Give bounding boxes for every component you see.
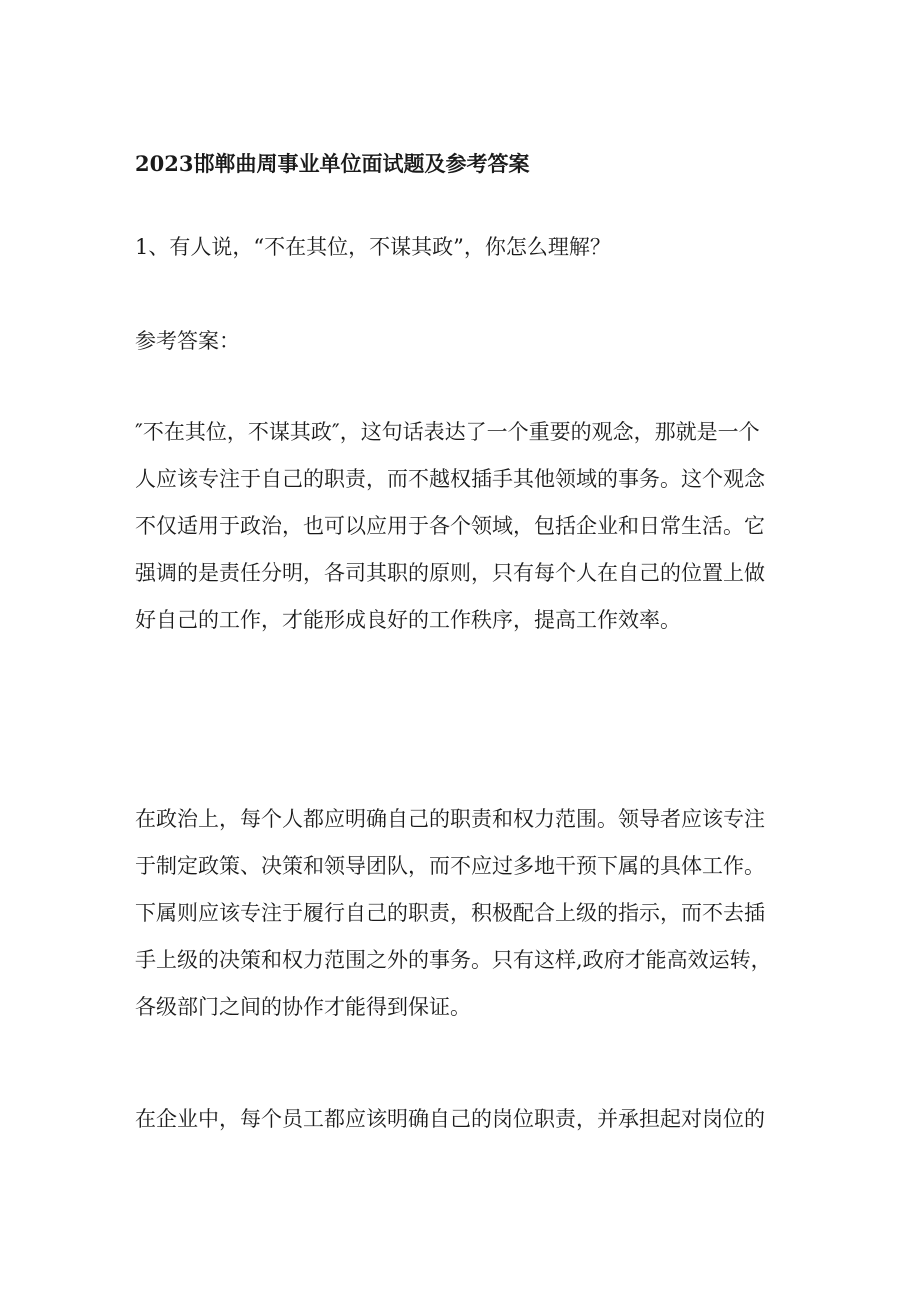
answer-paragraph-3 [135, 1096, 795, 1143]
paragraph-line: ″不在其位，不谋其政″，这句话表达了一个重要的观念，那就是一个 [135, 420, 760, 444]
paragraph-line: 好自己的工作，才能形成良好的工作秩序，提高工作效率。 [135, 608, 681, 632]
paragraph-line: 在企业中，每个员工都应该明确自己的岗位职责，并承担起对岗位的 [135, 1107, 765, 1131]
paragraph-line: 手上级的决策和权力范围之外的事务。只有这样,政府才能高效运转， [135, 948, 772, 972]
question-text: 1、有人说，“不在其位，不谋其政”，你怎么理解？ [135, 235, 611, 259]
answer-label: 参考答案： [135, 329, 240, 353]
paragraph-line: 强调的是责任分明，各司其职的原则，只有每个人在自己的位置上做 [135, 561, 765, 585]
paragraph-line: 人应该专注于自己的职责，而不越权插手其他领域的事务。这个观念 [135, 467, 765, 491]
paragraph-line: 不仅适用于政治，也可以应用于各个领域，包括企业和日常生活。它 [135, 514, 765, 538]
document-title: 2023邯郸曲周事业单位面试题及参考答案 [135, 151, 530, 176]
paragraph-line: 下属则应该专注于履行自己的职责，积极配合上级的指示，而不去插 [135, 901, 765, 925]
answer-paragraph-2 [135, 796, 795, 1031]
paragraph-line: 各级部门之间的协作才能得到保证。 [135, 995, 471, 1019]
paragraph-line: 于制定政策、决策和领导团队，而不应过多地干预下属的具体工作。 [135, 854, 765, 878]
paragraph-line: 在政治上，每个人都应明确自己的职责和权力范围。领导者应该专注 [135, 807, 765, 831]
answer-paragraph-1 [135, 409, 795, 644]
